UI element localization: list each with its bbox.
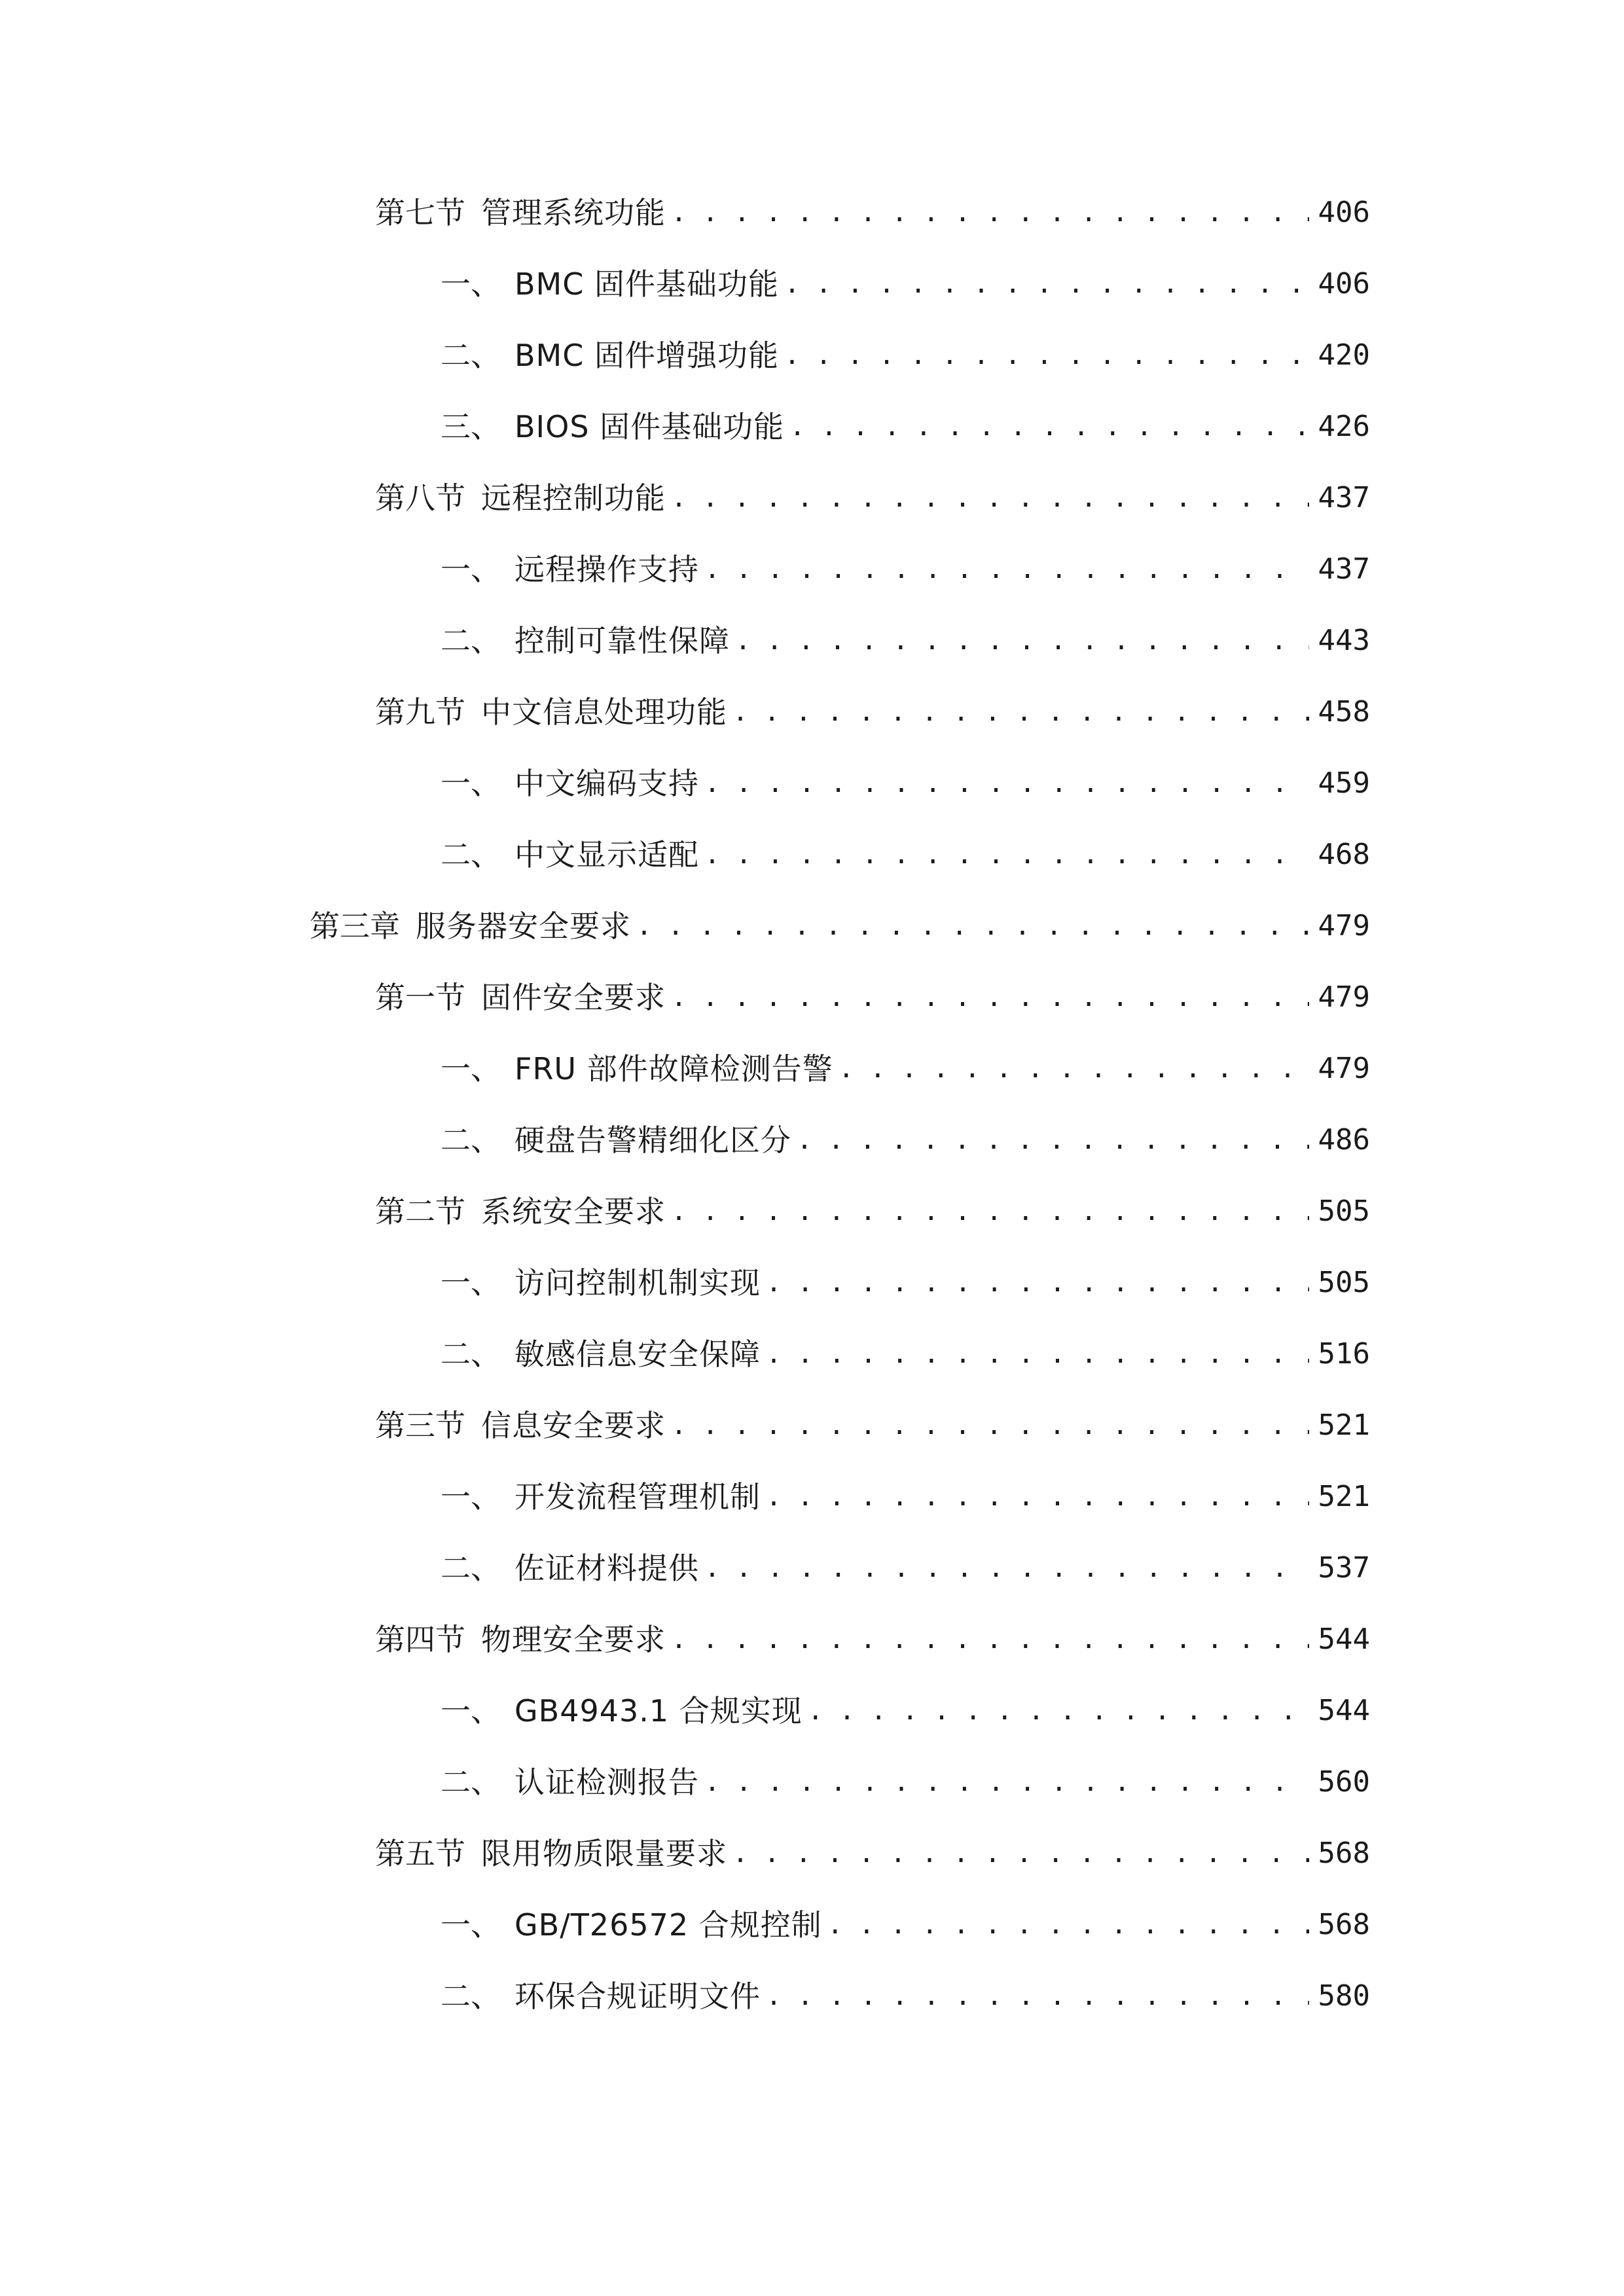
toc-entry-number: 第四节: [375, 1622, 465, 1657]
toc-leader-dots: [797, 1117, 1309, 1163]
toc-leader-dots: [704, 1759, 1309, 1805]
toc-entry-access-control[interactable]: [441, 1260, 1370, 1306]
toc-entry-remote-ops[interactable]: [441, 547, 1370, 592]
toc-leader-dots: [704, 761, 1309, 806]
toc-entry-title: 远程操作支持: [514, 552, 699, 587]
toc-entry-number: 二、: [441, 1979, 501, 2014]
toc-entry-env-docs[interactable]: [441, 1973, 1370, 2019]
toc-leader-dots: [789, 404, 1308, 450]
toc-entry-page: 580: [1318, 1979, 1370, 2013]
toc-leader-dots: [704, 1545, 1309, 1591]
toc-entry-number: 第五节: [375, 1836, 465, 1871]
toc-entry-title: BIOS 固件基础功能: [514, 409, 785, 444]
toc-entry-title: 开发流程管理机制: [514, 1479, 761, 1515]
toc-entry-number: 第九节: [375, 694, 465, 730]
toc-entry-page: 406: [1318, 196, 1370, 229]
toc-entry-gbt26572[interactable]: [441, 1902, 1370, 1948]
toc-entry-title: 管理系统功能: [481, 195, 666, 230]
toc-entry-page: 406: [1318, 267, 1370, 300]
toc-entry-page: 479: [1318, 909, 1370, 942]
toc-entry-number: 二、: [441, 1122, 501, 1158]
toc-leader-dots: [784, 332, 1309, 378]
toc-entry-title: 中文编码支持: [514, 766, 699, 801]
toc-entry-section-7[interactable]: [375, 190, 1370, 236]
toc-entry-sensitive-info[interactable]: [441, 1331, 1370, 1377]
toc-leader-dots: [827, 1902, 1309, 1948]
toc-entry-title: BMC 固件增强功能: [514, 338, 779, 373]
toc-entry-page: 521: [1318, 1408, 1370, 1442]
toc-entry-chinese-display[interactable]: [441, 832, 1370, 878]
toc-leader-dots: [766, 1973, 1309, 2019]
toc-entry-bmc-enhanced[interactable]: [441, 332, 1370, 378]
toc-entry-title: 限用物质限量要求: [481, 1836, 727, 1871]
toc-entry-page: 537: [1318, 1551, 1370, 1585]
toc-entry-title: 固件安全要求: [481, 980, 666, 1015]
toc-entry-dev-process[interactable]: [441, 1474, 1370, 1520]
toc-entry-fru-fault[interactable]: [441, 1046, 1370, 1092]
toc-entry-disk-alarm[interactable]: [441, 1117, 1370, 1163]
toc-entry-page: 505: [1318, 1194, 1370, 1228]
toc-entry-bmc-basic[interactable]: [441, 261, 1370, 307]
toc-entry-title: 服务器安全要求: [416, 908, 631, 944]
toc-leader-dots: [671, 975, 1309, 1020]
toc-entry-number: 一、: [441, 1265, 501, 1300]
toc-entry-number: 一、: [441, 766, 501, 801]
toc-entry-page: 437: [1318, 552, 1370, 586]
toc-entry-number: 二、: [441, 1336, 501, 1372]
toc-entry-title: 中文显示适配: [514, 837, 699, 872]
toc-entry-page: 505: [1318, 1266, 1370, 1299]
toc-leader-dots: [808, 1688, 1309, 1734]
toc-leader-dots: [784, 261, 1309, 307]
toc-entry-page: 544: [1318, 1694, 1370, 1727]
toc-entry-page: 486: [1318, 1123, 1370, 1157]
toc-entry-page: 426: [1318, 410, 1370, 443]
toc-entry-page: 479: [1318, 1052, 1370, 1085]
toc-leader-dots: [636, 903, 1309, 949]
toc-leader-dots: [704, 547, 1309, 592]
toc-leader-dots: [704, 832, 1309, 878]
toc-entry-number: 一、: [441, 1693, 501, 1729]
toc-entry-title: 访问控制机制实现: [514, 1265, 761, 1300]
toc-entry-title: FRU 部件故障检测告警: [514, 1051, 833, 1086]
toc-entry-title: 佐证材料提供: [514, 1551, 699, 1586]
toc-leader-dots: [671, 1403, 1309, 1448]
toc-leader-dots: [839, 1046, 1309, 1092]
toc-entry-number: 二、: [441, 338, 501, 373]
toc-entry-number: 第八节: [375, 480, 465, 516]
toc-entry-evidence[interactable]: [441, 1545, 1370, 1591]
toc-entry-gb4943[interactable]: [441, 1688, 1370, 1734]
toc-entry-control-reliability[interactable]: [441, 618, 1370, 664]
toc-entry-section-5[interactable]: [375, 1831, 1370, 1876]
toc-entry-page: 568: [1318, 1837, 1370, 1870]
toc-entry-number: 一、: [441, 552, 501, 587]
toc-entry-page: 521: [1318, 1480, 1370, 1513]
toc-entry-number: 第七节: [375, 195, 465, 230]
toc-entry-title: GB4943.1 合规实现: [514, 1693, 803, 1729]
toc-entry-number: 二、: [441, 623, 501, 658]
toc-entry-page: 568: [1318, 1908, 1370, 1941]
toc-entry-title: 硬盘告警精细化区分: [514, 1122, 791, 1158]
toc-entry-section-2[interactable]: [375, 1189, 1370, 1234]
toc-entry-number: 一、: [441, 266, 501, 302]
toc-entry-page: 459: [1318, 766, 1370, 800]
toc-leader-dots: [732, 689, 1309, 735]
toc-entry-title: 远程控制功能: [481, 480, 666, 516]
toc-entry-section-4[interactable]: [375, 1617, 1370, 1662]
toc-entry-number: 二、: [441, 1765, 501, 1800]
toc-entry-number: 第三节: [375, 1408, 465, 1443]
toc-entry-section-3[interactable]: [375, 1403, 1370, 1448]
toc-entry-section-1[interactable]: [375, 975, 1370, 1020]
toc-entry-title: 认证检测报告: [514, 1765, 699, 1800]
toc-entry-title: GB/T26572 合规控制: [514, 1907, 822, 1943]
toc-entry-page: 420: [1318, 338, 1370, 372]
toc-entry-number: 一、: [441, 1051, 501, 1086]
toc-leader-dots: [735, 618, 1309, 664]
toc-entry-title: 信息安全要求: [481, 1408, 666, 1443]
toc-entry-page: 516: [1318, 1337, 1370, 1371]
toc-entry-chinese-encoding[interactable]: [441, 761, 1370, 806]
toc-entry-page: 560: [1318, 1765, 1370, 1799]
toc-entry-title: 控制可靠性保障: [514, 623, 730, 658]
toc-leader-dots: [671, 1189, 1309, 1234]
toc-entry-number: 三、: [441, 409, 501, 444]
toc-entry-page: 468: [1318, 838, 1370, 871]
toc-entry-number: 二、: [441, 837, 501, 872]
toc-entry-title: 物理安全要求: [481, 1622, 666, 1657]
toc-leader-dots: [732, 1831, 1309, 1876]
toc-entry-title: BMC 固件基础功能: [514, 266, 779, 302]
toc-entry-page: 479: [1318, 980, 1370, 1014]
toc-entry-section-8[interactable]: [375, 475, 1370, 521]
toc-entry-number: 第三章: [310, 908, 400, 944]
toc-entry-page: 437: [1318, 481, 1370, 514]
toc-leader-dots: [766, 1331, 1309, 1377]
toc-entry-number: 二、: [441, 1551, 501, 1586]
toc-entry-title: 环保合规证明文件: [514, 1979, 761, 2014]
toc-entry-page: 443: [1318, 624, 1370, 657]
toc-leader-dots: [766, 1260, 1309, 1306]
toc-entry-number: 一、: [441, 1907, 501, 1943]
toc-leader-dots: [671, 190, 1309, 236]
toc-entry-number: 一、: [441, 1479, 501, 1515]
toc-leader-dots: [671, 475, 1309, 521]
toc-entry-number: 第二节: [375, 1194, 465, 1229]
toc-entry-cert-report[interactable]: [441, 1759, 1370, 1805]
toc-entry-bios-basic[interactable]: [441, 404, 1370, 450]
toc-entry-number: 第一节: [375, 980, 465, 1015]
toc-entry-title: 中文信息处理功能: [481, 694, 727, 730]
toc-entry-page: 544: [1318, 1623, 1370, 1656]
toc-entry-title: 敏感信息安全保障: [514, 1336, 761, 1372]
toc-entry-title: 系统安全要求: [481, 1194, 666, 1229]
toc-entry-chapter-3[interactable]: [310, 903, 1370, 949]
toc-entry-page: 458: [1318, 695, 1370, 728]
toc-leader-dots: [766, 1474, 1309, 1520]
toc-entry-section-9[interactable]: [375, 689, 1370, 735]
toc-leader-dots: [671, 1617, 1309, 1662]
